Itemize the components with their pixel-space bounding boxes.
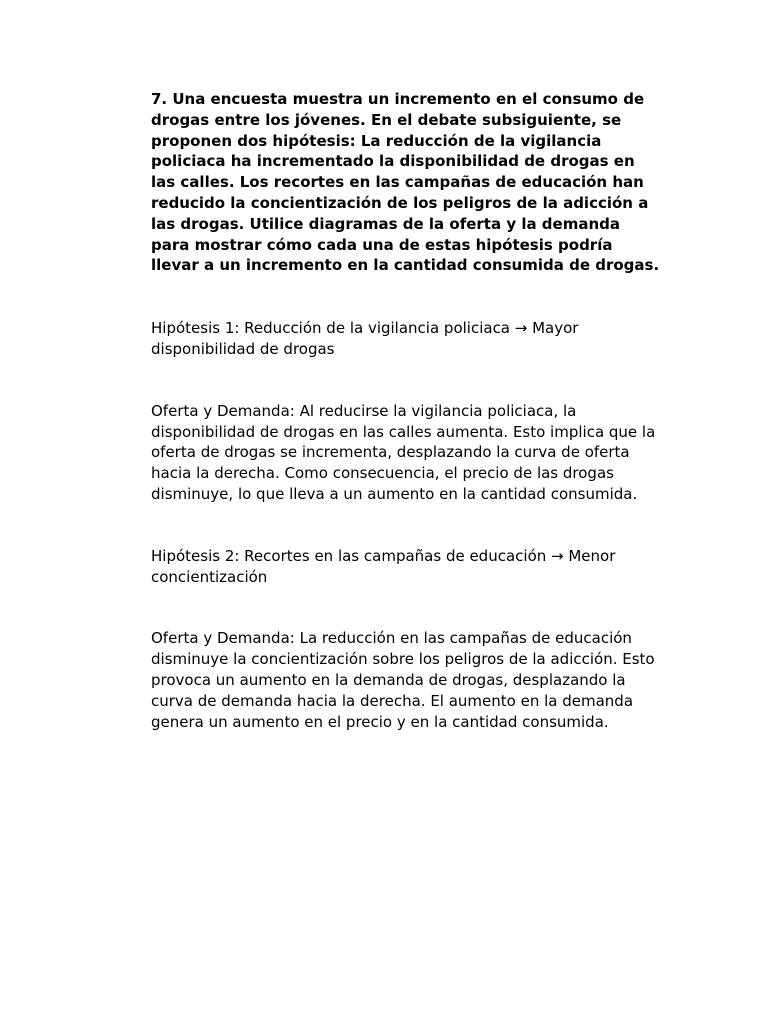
- question-text: 7. Una encuesta muestra un incremento en el consumo de drogas entre los jóvenes. En el debate subsiguiente, se proponen dos hipótesis: La reducción de la vigilancia policiaca ha incrementado la disponibilidad de drogas en las calles. Los recortes en las campañas de educación han reducido la concientización de los peligros de la adicción a las drogas. Utilice diagramas de la oferta y la demanda para mostrar cómo cada una de estas hipótesis podría llevar a un incremento en la cantidad consumida de drogas.: [151, 90, 660, 275]
- spacer: [151, 587, 663, 628]
- spacer: [151, 505, 663, 546]
- spacer: [151, 360, 663, 401]
- analysis-2-text: Oferta y Demanda: La reducción en las campañas de educación disminuye la concientización sobre los peligros de la adicción. Esto provoca un aumento en la demanda de drogas, desplazando la curva de demanda hacia la derecha. El aumento en la demanda genera un aumento en el precio y en la cantidad consumida.: [151, 629, 655, 731]
- spacer: [151, 276, 663, 318]
- hypothesis-2-text: Hipótesis 2: Recortes en las campañas de educación → Menor concientización: [151, 546, 616, 586]
- hypothesis-1-text: Hipótesis 1: Reducción de la vigilancia policiaca → Mayor disponibilidad de drogas: [151, 319, 579, 358]
- document-page: [151, 89, 663, 732]
- analysis-1-text: Oferta y Demanda: Al reducirse la vigilancia policiaca, la disponibilidad de drogas en las calles aumenta. Esto implica que la oferta de drogas se incrementa, desplazando la curva de oferta hacia la derecha. Como consecuencia, el precio de las drogas disminuye, lo que lleva a un aumento en la cantidad consumida.: [151, 401, 656, 503]
